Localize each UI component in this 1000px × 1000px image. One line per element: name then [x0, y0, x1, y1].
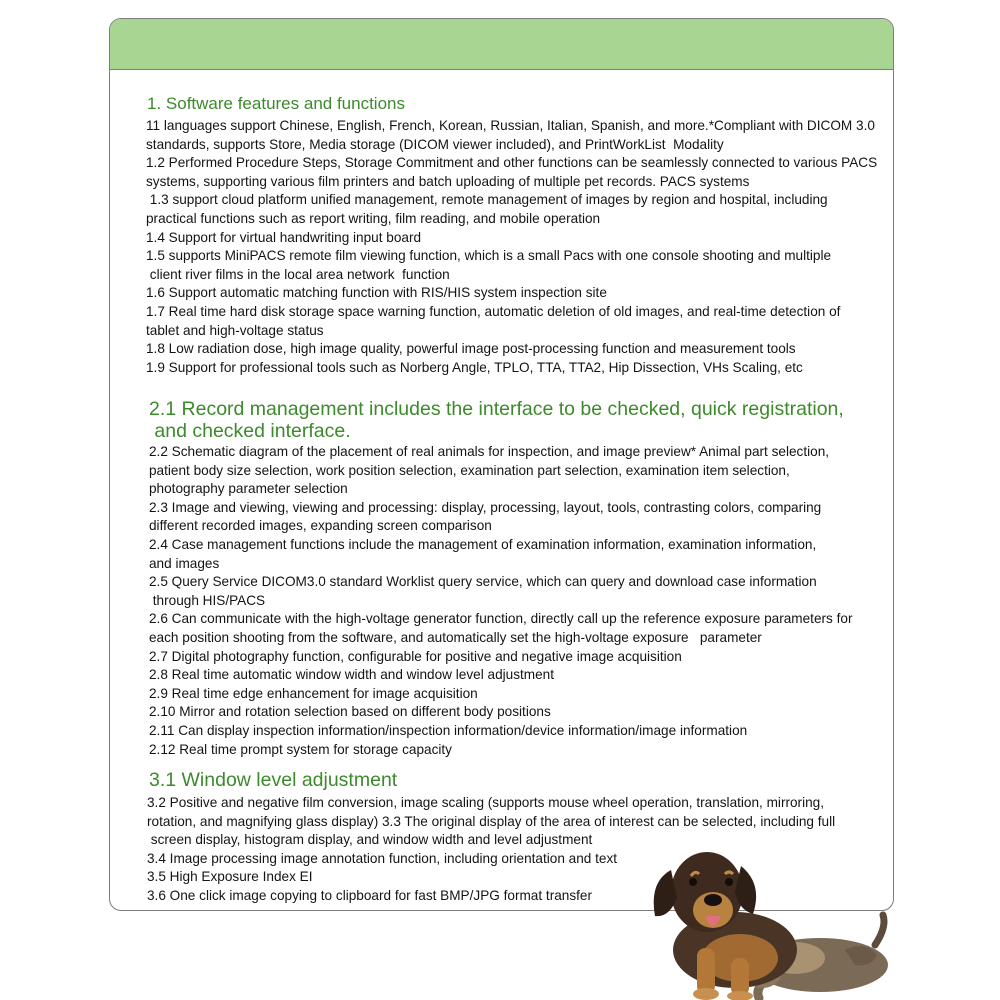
- section2-line: 2.10 Mirror and rotation selection based on different body positions: [149, 704, 551, 720]
- section2-line: patient body size selection, work position selection, examination part selection, examination item selection,: [149, 462, 790, 478]
- section1-line: practical functions such as report writing, film reading, and mobile operation: [146, 210, 601, 226]
- section3-line: 3.6 One click image copying to clipboard for fast BMP/JPG format transfer: [147, 887, 593, 903]
- section2-heading-line2: and checked interface.: [149, 420, 351, 442]
- section2-line: photography parameter selection: [149, 481, 348, 497]
- section3-line: rotation, and magnifying glass display) 3.3 The original display of the area of interest can be selected, including full: [147, 813, 836, 829]
- section2-line: 2.5 Query Service DICOM3.0 standard Worklist query service, which can query and download case information: [149, 574, 817, 590]
- section2-heading-line1: 2.1 Record management includes the interface to be checked, quick registration,: [149, 398, 844, 420]
- dog-and-cat-photo: [645, 830, 890, 1000]
- section1-body: [146, 117, 877, 377]
- section2-line: 2.6 Can communicate with the high-voltage generator function, directly call up the reference exposure parameters for: [149, 611, 853, 627]
- section3-line: 3.4 Image processing image annotation function, including orientation and text: [147, 850, 618, 866]
- section2-line: through HIS/PACS: [149, 592, 266, 608]
- section1-line: 1.2 Performed Procedure Steps, Storage Commitment and other functions can be seamlessly connected to various PACS: [146, 155, 878, 171]
- section2-line: and images: [149, 555, 220, 571]
- section1-line: 1.8 Low radiation dose, high image quality, powerful image post-processing function and measurement tools: [146, 341, 796, 357]
- section2-line: 2.2 Schematic diagram of the placement of real animals for inspection, and image preview* Animal part selection,: [149, 444, 830, 459]
- section1-line: 1.6 Support automatic matching function with RIS/HIS system inspection site: [146, 285, 607, 301]
- section2-line: 2.12 Real time prompt system for storage capacity: [149, 741, 452, 757]
- section1-line: 1.4 Support for virtual handwriting input board: [146, 229, 422, 245]
- section2-line: 2.4 Case management functions include the management of examination information, examination information,: [149, 536, 817, 552]
- section1-line: tablet and high-voltage status: [146, 322, 324, 338]
- section1-line: 1.7 Real time hard disk storage space warning function, automatic deletion of old images, and real-time detection of: [146, 303, 841, 319]
- card-header-band: [110, 19, 893, 70]
- section3-heading: 3.1 Window level adjustment: [149, 769, 398, 791]
- section1-line: 1.5 supports MiniPACS remote film viewing function, which is a small Pacs with one console shooting and multiple: [146, 248, 832, 264]
- section2-body: [149, 443, 852, 759]
- section3-line: 3.5 High Exposure Index EI: [147, 869, 313, 885]
- section2-line: 2.8 Real time automatic window width and window level adjustment: [149, 667, 554, 683]
- section1-line: standards, supports Store, Media storage (DICOM viewer included), and PrintWorkList Modality: [146, 136, 724, 152]
- section1-line: systems, supporting various film printers and batch uploading of multiple pet records. PACS systems: [146, 173, 750, 189]
- feature-card: [109, 18, 894, 911]
- section1-line: client river films in the local area network function: [146, 266, 450, 282]
- section2-line: different recorded images, expanding screen comparison: [149, 518, 492, 534]
- section1-line: 11 languages support Chinese, English, French, Korean, Russian, Italian, Spanish, and more.*Compliant with DICOM 3.0: [146, 118, 875, 133]
- section3-line: 3.2 Positive and negative film conversion, image scaling (supports mouse wheel operation, translation, mirroring,: [147, 795, 825, 810]
- section1-line: 1.3 support cloud platform unified management, remote management of images by region and hospital, including: [146, 192, 828, 208]
- section2-line: 2.11 Can display inspection information/inspection information/device information/image information: [149, 722, 748, 738]
- section2-line: each position shooting from the software, and automatically set the high-voltage exposure parameter: [149, 629, 762, 645]
- section3-line: screen display, histogram display, and window width and level adjustment: [147, 832, 593, 848]
- section1-line: 1.9 Support for professional tools such as Norberg Angle, TPLO, TTA, TTA2, Hip Dissection, VHs Scaling, etc: [146, 359, 803, 375]
- section2-line: 2.3 Image and viewing, viewing and processing: display, processing, layout, tools, contrasting colors, comparing: [149, 499, 822, 515]
- section2-line: 2.9 Real time edge enhancement for image acquisition: [149, 685, 478, 701]
- section2-line: 2.7 Digital photography function, configurable for positive and negative image acquisition: [149, 648, 682, 664]
- section1-heading: 1. Software features and functions: [147, 94, 405, 113]
